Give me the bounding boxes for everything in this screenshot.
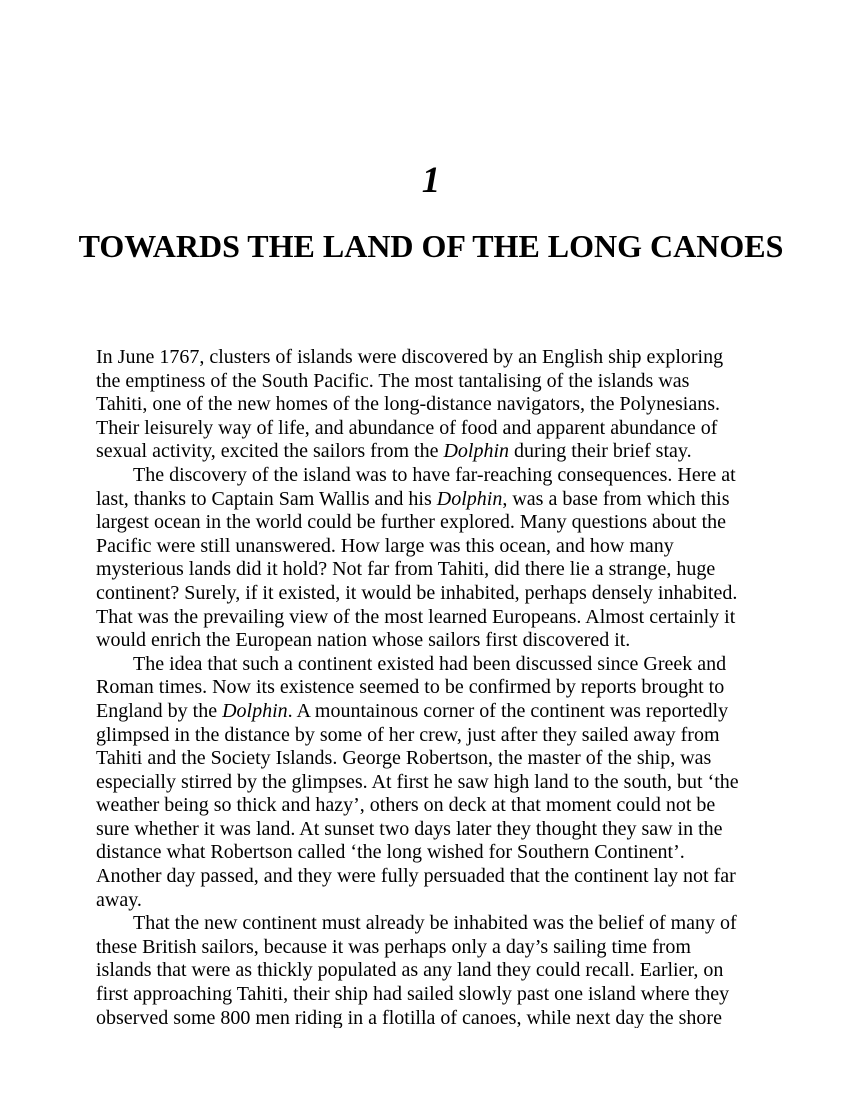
paragraph xyxy=(96,912,786,1028)
text-line: sure whether it was land. At sunset two days later they thought they saw in the xyxy=(96,817,723,840)
text-line: largest ocean in the world could be further explored. Many questions about the xyxy=(96,511,727,534)
text-line: weather being so thick and hazy’, others on deck at that moment could not be xyxy=(96,794,716,817)
text-line: sexual activity, excited the sailors from the Dolphin during their brief stay. xyxy=(96,440,692,463)
text-line: Another day passed, and they were fully persuaded that the continent lay not far xyxy=(96,865,736,888)
text-line: glimpsed in the distance by some of her crew, just after they sailed away from xyxy=(96,723,720,746)
paragraph xyxy=(96,346,786,464)
text-line: That the new continent must already be inhabited was the belief of many of xyxy=(133,912,737,935)
text-line: Tahiti, one of the new homes of the long-distance navigators, the Polynesians. xyxy=(96,393,721,416)
text-line: distance what Robertson called ‘the long wished for Southern Continent’. xyxy=(96,841,685,864)
text-line: In June 1767, clusters of islands were discovered by an English ship exploring xyxy=(96,346,724,368)
paragraph xyxy=(96,464,786,653)
text-line: first approaching Tahiti, their ship had sailed slowly past one island where they xyxy=(96,983,730,1006)
text-line: Roman times. Now its existence seemed to be confirmed by reports brought to xyxy=(96,676,725,699)
text-line: observed some 800 men riding in a flotilla of canoes, while next day the shore xyxy=(96,1006,722,1028)
text-line: The discovery of the island was to have far-reaching consequences. Here at xyxy=(133,463,736,486)
text-line: continent? Surely, if it existed, it would be inhabited, perhaps densely inhabited. xyxy=(96,581,738,604)
paragraph xyxy=(96,653,786,913)
text-line: That was the prevailing view of the most learned Europeans. Almost certainly it xyxy=(96,605,736,628)
text-line: especially stirred by the glimpses. At first he saw high land to the south, but ‘the xyxy=(96,770,739,793)
chapter-number: 1 xyxy=(421,160,441,201)
chapter-title: TOWARDS THE LAND OF THE LONG CANOES xyxy=(78,228,784,264)
text-line: last, thanks to Captain Sam Wallis and his Dolphin, was a base from which this xyxy=(96,487,730,510)
body-text xyxy=(96,346,786,1028)
text-line: would enrich the European nation whose sailors first discovered it. xyxy=(96,629,631,652)
text-line: The idea that such a continent existed had been discussed since Greek and xyxy=(133,652,727,675)
text-line: these British sailors, because it was perhaps only a day’s sailing time from xyxy=(96,935,691,958)
text-line: Pacific were still unanswered. How large was this ocean, and how many xyxy=(96,534,674,557)
text-line: the emptiness of the South Pacific. The most tantalising of the islands was xyxy=(96,369,690,392)
text-line: Their leisurely way of life, and abundance of food and apparent abundance of xyxy=(96,416,718,439)
text-line: England by the Dolphin. A mountainous corner of the continent was reportedly xyxy=(96,699,729,722)
text-line: islands that were as thickly populated as any land they could recall. Earlier, on xyxy=(96,959,724,982)
text-line: mysterious lands did it hold? Not far from Tahiti, did there lie a strange, huge xyxy=(96,558,716,581)
text-line: away. xyxy=(96,888,142,911)
text-line: Tahiti and the Society Islands. George Robertson, the master of the ship, was xyxy=(96,747,712,770)
